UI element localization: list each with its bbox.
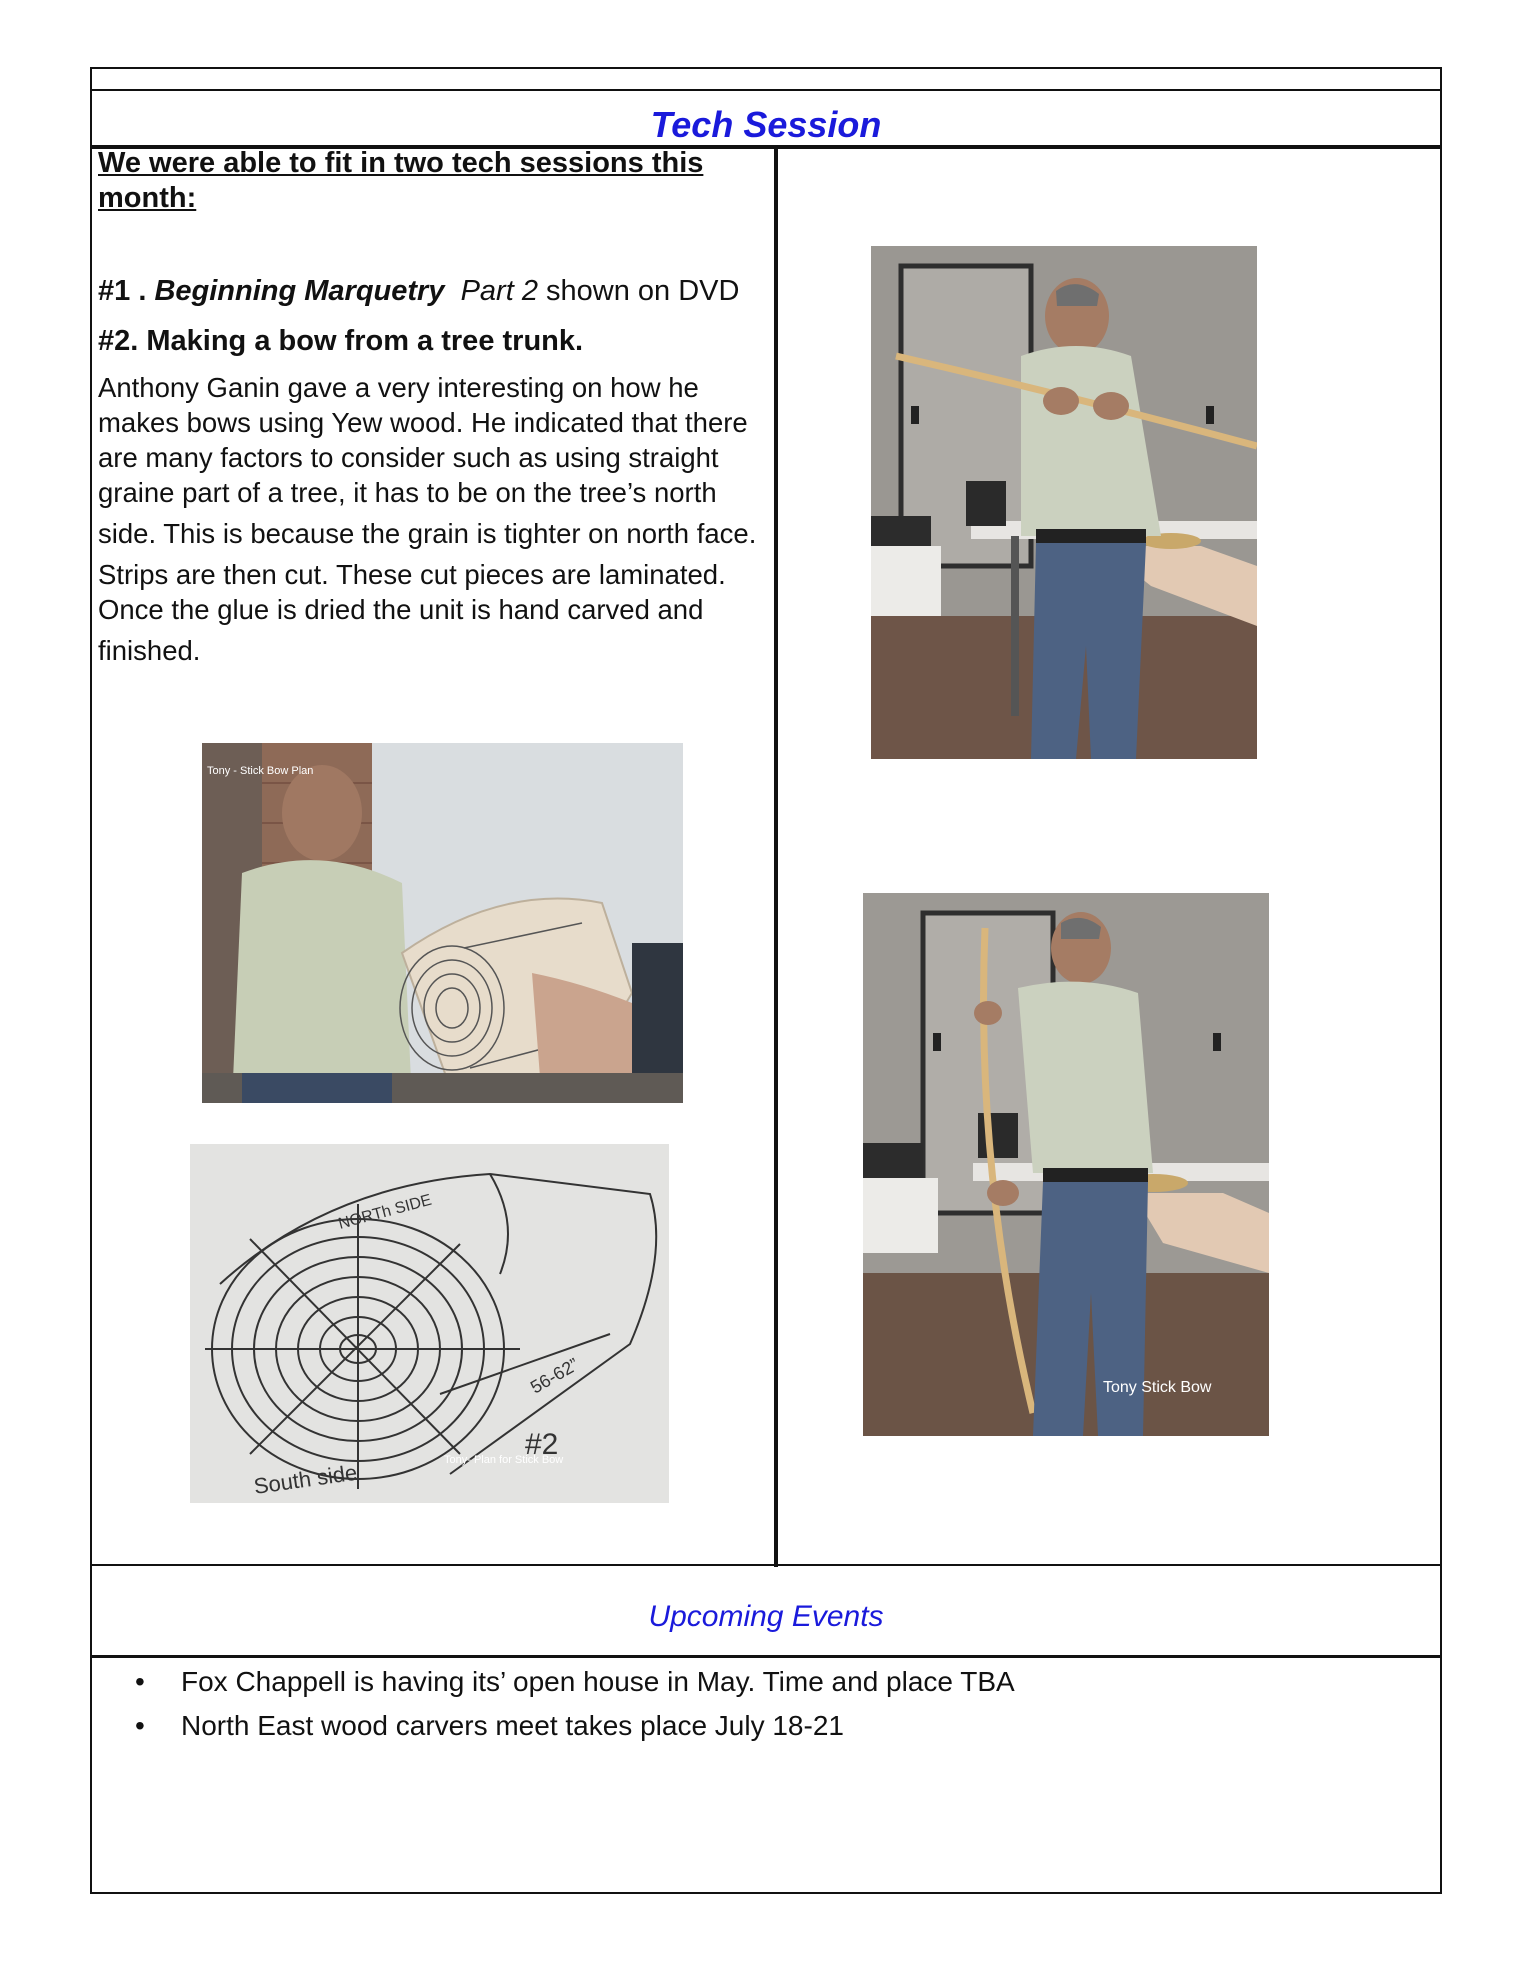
item1-rest: shown on DVD [537,275,740,307]
top-rule [90,89,1442,91]
bow-paragraph [98,370,770,668]
paragraph-line: side. This is because the grain is tighter on north face. [98,518,757,549]
paragraph-line: finished. [98,635,201,666]
item1-title: Beginning Marquetry [154,275,445,307]
plan-photo-caption: Tony - Stick Bow Plan [207,765,314,777]
stick-bow-photo [863,893,1269,1436]
drawing-south-label: South side [252,1459,359,1499]
tech-session-title: Tech Session [650,104,882,145]
drawing-number-label: #2 [525,1428,559,1461]
drawing-photo-caption: Tony- Plan for Stick Bow [444,1454,564,1466]
event-text: North East wood carvers meet takes place July 18-21 [181,1710,844,1741]
paragraph-line: Strips are then cut. These cut pieces are laminated. [98,559,726,590]
paragraph-line: graine part of a tree, it has to be on the tree’s north [98,477,717,508]
events-rule [90,1655,1442,1658]
stick-bow-drawing-photo [190,1144,669,1503]
event-text: Fox Chappell is having its’ open house in May. Time and place TBA [181,1666,1015,1697]
drawing-north-label: NORTh SIDE [336,1191,434,1233]
bullet-icon: • [135,1710,145,1741]
bow-demonstration-photo [871,246,1257,759]
paragraph-line: Once the glue is dried the unit is hand carved and [98,594,704,625]
paragraph-line: Anthony Ganin gave a very interesting on how he [98,372,699,403]
stick-bow-plan-photo [202,743,683,1103]
item1-part: Part 2 [460,275,538,307]
event-item [125,1660,1015,1704]
session-item-1 [98,275,739,308]
paragraph-line: are many factors to consider such as using straight [98,442,719,473]
upcoming-events-title: Upcoming Events [648,1600,884,1633]
event-item [125,1704,1015,1748]
stick-bow-caption: Tony Stick Bow [1103,1379,1212,1396]
session-item-2: #2. Making a bow from a tree trunk. [98,325,584,357]
item1-number: #1 . [98,275,155,307]
intro-heading: We were able to fit in two tech sessions this month: [98,147,704,214]
drawing-measure-label: 56-62” [527,1354,583,1398]
column-divider [774,147,778,1567]
section-rule [90,1564,1442,1566]
bullet-icon: • [135,1666,145,1697]
paragraph-line: makes bows using Yew wood. He indicated that there [98,407,748,438]
events-list [125,1660,1015,1748]
